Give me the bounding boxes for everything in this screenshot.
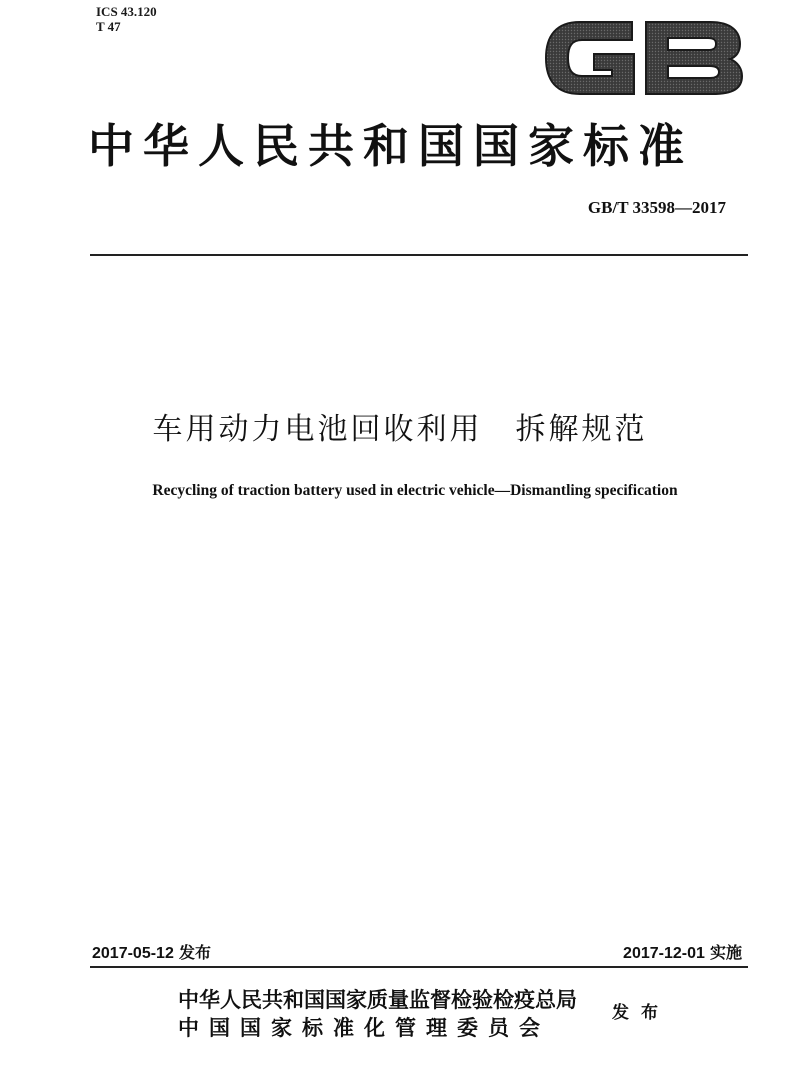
implementation-label: 实施: [709, 943, 742, 962]
top-divider: [90, 254, 748, 256]
implementation-date: 2017-12-01: [623, 945, 705, 962]
issuer-aqsiq: 中华人民共和国国家质量监督检验检疫总局: [178, 988, 577, 1012]
ccs-code: T 47: [96, 19, 121, 34]
national-standard-title: 中华人民共和国国家标准: [88, 119, 693, 173]
gb-logo-b-shape: [646, 22, 742, 94]
bottom-divider: [90, 966, 748, 968]
document-title-english: Recycling of traction battery used in electric vehicle—Dismantling specification: [152, 482, 678, 499]
issuer-sac: 中国国家标准化管理委员会: [178, 1016, 550, 1040]
gb-logo-g-shape: [546, 22, 634, 94]
document-title-chinese: 车用动力电池回收利用 拆解规范: [152, 412, 648, 447]
issue-date-line: [92, 940, 211, 963]
ics-code: ICS 43.120: [96, 4, 157, 19]
implementation-date-line: [623, 940, 742, 963]
publish-label: 发布: [612, 1003, 670, 1023]
standard-number: GB/T 33598—2017: [587, 198, 726, 217]
issue-date: 2017-05-12: [92, 945, 174, 962]
classification-codes: [96, 4, 157, 34]
issue-label: 发布: [178, 943, 211, 962]
gb-logo: [540, 14, 748, 102]
